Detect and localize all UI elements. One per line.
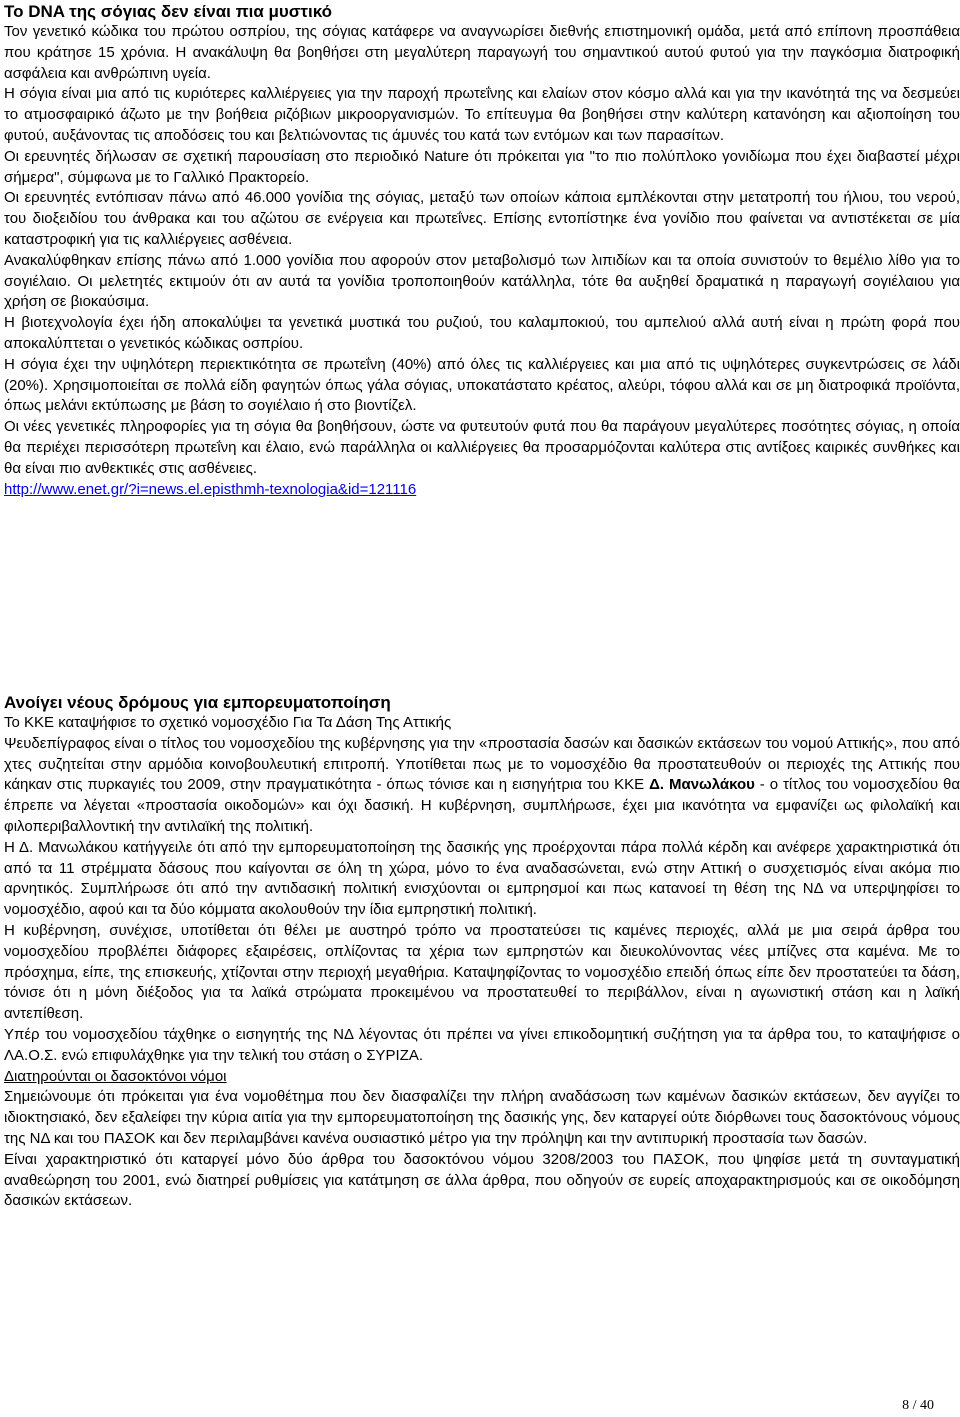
article-subtitle: Το ΚΚΕ καταψήφισε το σχετικό νομοσχέδιο Για Τα Δάση Της Αττικής (4, 714, 452, 731)
paragraph: Ψευδεπίγραφος είναι ο τίτλος του νομοσχεδίου της κυβέρνησης για την «προστασία δασών και δασικών εκτάσεων του νομού Αττικής», που από χτες συζητείται στην αρμόδια κοινοβουλευτική επιτροπή. Υποτίθεται πως με το νομοσχέδιο θα προστατευθούν οι περιοχές της Αττικής που κάηκαν στις πυρκαγιές του 2009, στην πραγματικότητα - όπως τόνισε και η εισηγήτρια του ΚΚΕ Δ. Μανωλάκου - ο τίτλος του νομοσχεδίου θα έπρεπε να λέγεται «προστασία οικοδομών» και όχι δασική. Η κυβέρνηση, συμπλήρωσε, έχει μια ικανότητα να εμφανίζει ως φιλολαϊκή και φιλοπεριβαλλοντική την αντιλαϊκή της πολιτική. (4, 734, 960, 835)
section-subheading: Διατηρούνται οι δασοκτόνοι νόμοι (4, 1067, 227, 1085)
paragraph: Είναι χαρακτηριστικό ότι καταργεί μόνο δύο άρθρα του δασοκτόνου νόμου 3208/2003 του ΠΑΣΟΚ, που ψηφίσε μετά τη συνταγματική αναθεώρηση του 2001, ενώ διατηρεί ρυθμίσεις για κατάτμηση σε άλλα άρθρα, που οδηγούν σε ευρείς αποχαρακτηρισμούς και σε οικοδόμηση δασικών εκτάσεων. (4, 1150, 960, 1210)
paragraph: Η σόγια είναι μια από τις κυριότερες καλλιέργειες για την παροχή πρωτεΐνης και ελαίων στον κόσμο αλλά και για την ικανότητά της να δεσμεύει το ατμοσφαιρικό άζωτο με την βοήθεια ριζόβιων μικροοργανισμών. Το επίτευγμα θα βοηθήσει στην καλύτερη κατανόηση και αξιοποίηση του φυτού, αυξάνοντας τις αποδόσεις του και βελτιώνοντας τις άμυνές του κατά των εντόμων και των παρασίτων. (4, 85, 960, 144)
paragraph: Ανακαλύφθηκαν επίσης πάνω από 1.000 γονίδια που αφορούν στον μεταβολισμό των λιπιδίων και τα οποία συνιστούν το θεμέλιο λίθο για το σογιέλαιο. Οι μελετητές εκτιμούν ότι αν αυτά τα γονίδια τροποποιηθούν κατάλληλα, τότε θα αυξηθεί δραματικά η παραγωγή σογιέλαιου για χρήση σε βιοκαύσιμα. (4, 251, 960, 311)
page-number: 8 / 40 (902, 1398, 934, 1413)
article-forests (4, 693, 960, 1212)
speaker-name: Δ. Μανωλάκου (649, 776, 755, 794)
paragraph: Τον γενετικό κώδικα του πρώτου οσπρίου, της σόγιας κατάφερε να αναγνωρίσει διεθνής επιστημονική ομάδα, μετά από επίπονη προσπάθεια που κράτησε 15 χρόνια. Η ανακάλυψη θα βοηθήσει στη μεγαλύτερη παραγωγή του σημαντικού αυτού φυτού για την παγκόσμια διατροφική ασφάλεια και ανθρώπινη υγεία. (4, 23, 960, 82)
source-link[interactable]: http://www.enet.gr/?i=news.el.episthmh-texnologia&id=121116 (4, 480, 417, 498)
paragraph: Οι νέες γενετικές πληροφορίες για τη σόγια θα βοηθήσουν, ώστε να φυτευτούν φυτά που θα παράγουν μεγαλύτερες ποσότητες σόγιας, η οποία θα περιέχει περισσότερη πρωτεΐνη και έλαιο, ενώ παράλληλα οι καλλιέργειες θα προσαρμόζονται καλύτερα στις αντίξοες καιρικές συνθήκες και θα είναι πιο ανθεκτικές στις ασθένειες. (4, 418, 960, 477)
article-title: Το DNA της σόγιας δεν είναι πια μυστικό (4, 2, 333, 21)
paragraph: Η κυβέρνηση, συνέχισε, υποτίθεται ότι θέλει με αυστηρό τρόπο να προστατεύσει τις καμένες περιοχές, αλλά με μια σειρά άρθρα του νομοσχεδίου προβλέπει διάφορες εξαιρέσεις, οπλίζοντας τα χέρια των εμπρηστών και διευκολύνοντας νέες μπίζνες στα καμένα. Με το πρόσχημα, είπε, της επισκευής, χτίζονται στην περιοχή μεγαθήρια. Καταψηφίζοντας το νομοσχέδιο επειδή όπως είπε δεν προστατεύει τα δάση, τόνισε ότι η μόνη διέξοδος για τα λαϊκά στρώματα προκειμένου να προστατευθεί το περιβάλλον, είναι η αγωνιστική στάση και η λαϊκή αντεπίθεση. (4, 921, 960, 1023)
paragraph: Οι ερευνητές δήλωσαν σε σχετική παρουσίαση στο περιοδικό Nature ότι πρόκειται για "το πιο πολύπλοκο γονιδίωμα που έχει διαβαστεί μέχρι σήμερα", σύμφωνα με το Γαλλικό Πρακτορείο. (4, 147, 960, 186)
paragraph: Η σόγια έχει την υψηλότερη περιεκτικότητα σε πρωτεΐνη (40%) από όλες τις καλλιέργειες και μια από τις υψηλότερες συγκεντρώσεις σε λάδι (20%). Χρησιμοποιείται σε πολλά είδη φαγητών όπως γάλα σόγιας, υποκατάστατο κρέατος, αλεύρι, τόφου αλλά και σε μη διατροφικά προϊόντα, όπως μελάνι εκτύπωσης με βάση το σογιέλαιο ή στο βιοντίζελ. (4, 355, 960, 415)
paragraph: Η Δ. Μανωλάκου κατήγγειλε ότι από την εμπορευματοποίηση της δασικής γης προέρχονται πάρα πολλά κέρδη και ανέφερε χαρακτηριστικά ότι από τα 11 στρέμματα δάσους που καίγονται σε όλη τη χώρα, μόνο το ένα αναδασώνεται, ενώ στην Αττική ο συσχετισμός είναι ακόμα πιο αρνητικός. Συμπλήρωσε ότι από την αντιδασική πολιτική ενισχύονται οι εμπρησμοί και πως κατανοεί τη θέση της ΝΔ να υπερψηφίσει το νομοσχέδιο, αφού και τα δύο κόμματα ακολουθούν την ίδια εμπρηστική πολιτική. (4, 838, 960, 919)
article-soy-dna (4, 2, 960, 500)
paragraph: Σημειώνουμε ότι πρόκειται για ένα νομοθέτημα που δεν διασφαλίζει την πλήρη αναδάσωση των καμένων δασικών εκτάσεων, δεν αγγίζει το ιδιοκτησιακό, δεν εξαλείφει την κύρια αιτία για την εμπορευματοποίηση της δασικής γης, δεν καταργεί ούτε διόρθωνει τους δασοκτόνους νόμους της ΝΔ και του ΠΑΣΟΚ και δεν περιλαμβάνει κανένα ουσιαστικό μέτρο για την πρόληψη και την αντιπυρική προστασία των δασών. (4, 1088, 960, 1147)
paragraph: Υπέρ του νομοσχεδίου τάχθηκε ο εισηγητής της ΝΔ λέγοντας ότι πρέπει να γίνει επικοδομητική συζήτηση για τα άρθρα του, το καταψήφισε ο ΛΑ.Ο.Σ. ενώ επιφυλάχθηκε για την τελική του στάση ο ΣΥΡΙΖΑ. (4, 1025, 960, 1064)
paragraph: Η βιοτεχνολογία έχει ήδη αποκαλύψει τα γενετικά μυστικά του ρυζιού, του καλαμποκιού, του αμπελιού αλλά αυτή είναι η πρώτη φορά που αποκαλύπτεται ο γενετικός κώδικας οσπρίου. (4, 314, 960, 352)
article-title: Ανοίγει νέους δρόμους για εμπορευματοποίηση (4, 693, 391, 712)
paragraph: Οι ερευνητές εντόπισαν πάνω από 46.000 γονίδια της σόγιας, μεταξύ των οποίων κάποια εμπλέκονται στην μετατροπή του ήλιου, του νερού, του διοξειδίου του άνθρακα και του αζώτου σε ενέργεια και πρωτεΐνες. Επίσης εντοπίστηκε ένα γονίδιο που φαίνεται να αντιστέκεται σε μία καταστροφική για τις καλλιέργειες ασθένεια. (4, 189, 960, 248)
